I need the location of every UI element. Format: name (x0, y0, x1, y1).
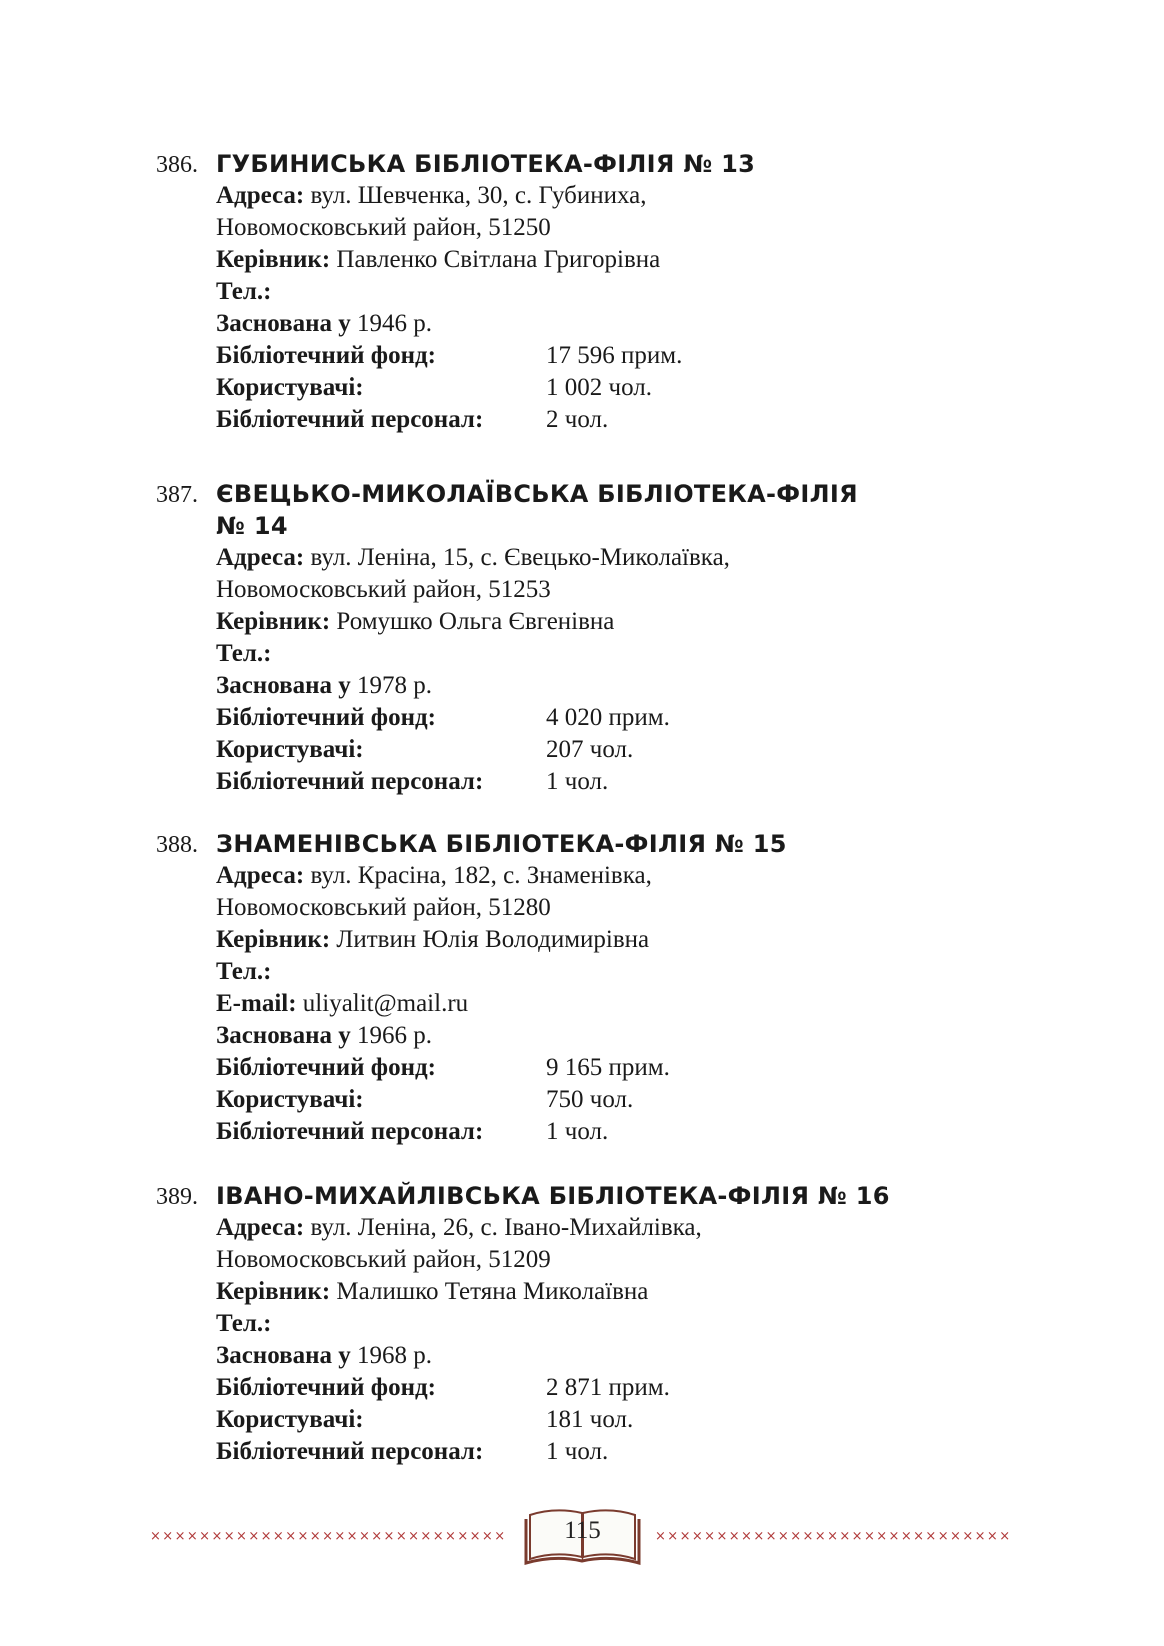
library-entry-388 (156, 828, 1056, 1148)
founded-value: 1968 р. (356, 1342, 432, 1369)
staff-label: Бібліотечний персонал: (216, 768, 484, 795)
phone-label: Тел.: (216, 958, 272, 985)
address-value: вул. Леніна, 15, с. Євецько-Миколаївка, (310, 544, 730, 571)
founded-value: 1966 р. (356, 1022, 432, 1049)
head-label: Керівник: (216, 608, 331, 635)
library-entry-389 (156, 1180, 1056, 1468)
head-value: Литвин Юлія Володимирівна (336, 926, 650, 953)
head-value: Павленко Світлана Григорівна (336, 246, 661, 273)
library-entry-387 (156, 478, 1056, 798)
staff-label: Бібліотечний персонал: (216, 1118, 484, 1145)
head-value: Малишко Тетяна Миколаївна (336, 1278, 649, 1305)
staff-value: 1 чол. (546, 1438, 609, 1465)
users-label: Користувачі: (216, 1086, 364, 1113)
founded-label: Заснована у (216, 672, 351, 699)
founded-label: Заснована у (216, 1022, 351, 1049)
address-value-line2: Новомосковський район, 51280 (216, 894, 551, 921)
entry-title (156, 148, 1056, 180)
fund-label: Бібліотечний фонд: (216, 1054, 436, 1081)
fund-value: 9 165 прим. (546, 1054, 670, 1081)
fund-label: Бібліотечний фонд: (216, 342, 436, 369)
entry-number: 389. (156, 1184, 198, 1210)
founded-value: 1946 р. (356, 310, 432, 337)
head-value: Ромушко Ольга Євгенівна (336, 608, 615, 635)
border-ornament-right: ××××××××××××××××××××××××××××× (655, 1529, 1012, 1544)
address-value: вул. Красіна, 182, с. Знаменівка, (310, 862, 652, 889)
library-name: ІВАНО-МИХАЙЛІВСЬКА БІБЛІОТЕКА-ФІЛІЯ № 16 (216, 1182, 890, 1210)
staff-value: 1 чол. (546, 1118, 609, 1145)
library-name: ГУБИНИСЬКА БІБЛІОТЕКА-ФІЛІЯ № 13 (216, 150, 756, 178)
users-value: 1 002 чол. (546, 374, 652, 401)
head-label: Керівник: (216, 246, 331, 273)
fund-value: 2 871 прим. (546, 1374, 670, 1401)
entry-number: 388. (156, 832, 198, 858)
address-label: Адреса: (216, 862, 305, 889)
address-label: Адреса: (216, 182, 305, 209)
users-value: 181 чол. (546, 1406, 634, 1433)
entry-title (156, 828, 1056, 860)
users-label: Користувачі: (216, 736, 364, 763)
staff-label: Бібліотечний персонал: (216, 1438, 484, 1465)
entry-title (156, 478, 1056, 510)
fund-label: Бібліотечний фонд: (216, 1374, 436, 1401)
staff-value: 1 чол. (546, 768, 609, 795)
email-label: E-mail: (216, 990, 297, 1017)
address-value-line2: Новомосковський район, 51253 (216, 576, 551, 603)
staff-value: 2 чол. (546, 406, 609, 433)
library-entry-386 (156, 148, 1056, 436)
library-name-line2: № 14 (216, 512, 288, 540)
users-value: 207 чол. (546, 736, 634, 763)
phone-label: Тел.: (216, 640, 272, 667)
entry-number: 387. (156, 482, 198, 508)
phone-label: Тел.: (216, 278, 272, 305)
entry-title (156, 1180, 1056, 1212)
head-label: Керівник: (216, 926, 331, 953)
email-value: uliyalit@mail.ru (302, 990, 469, 1017)
users-value: 750 чол. (546, 1086, 634, 1113)
fund-value: 17 596 прим. (546, 342, 683, 369)
address-label: Адреса: (216, 544, 305, 571)
founded-label: Заснована у (216, 310, 351, 337)
phone-label: Тел.: (216, 1310, 272, 1337)
users-label: Користувачі: (216, 1406, 364, 1433)
fund-value: 4 020 прим. (546, 704, 670, 731)
founded-label: Заснована у (216, 1342, 351, 1369)
library-name: ЗНАМЕНІВСЬКА БІБЛІОТЕКА-ФІЛІЯ № 15 (216, 830, 787, 858)
users-label: Користувачі: (216, 374, 364, 401)
page-footer (150, 1505, 1015, 1565)
page-number: 115 (564, 1517, 601, 1544)
address-value: вул. Леніна, 26, с. Івано-Михайлівка, (310, 1214, 702, 1241)
staff-label: Бібліотечний персонал: (216, 406, 484, 433)
fund-label: Бібліотечний фонд: (216, 704, 436, 731)
library-name: ЄВЕЦЬКО-МИКОЛАЇВСЬКА БІБЛІОТЕКА-ФІЛІЯ (216, 480, 858, 508)
address-label: Адреса: (216, 1214, 305, 1241)
entry-number: 386. (156, 152, 198, 178)
address-value-line2: Новомосковський район, 51209 (216, 1246, 551, 1273)
address-value: вул. Шевченка, 30, с. Губиниха, (310, 182, 647, 209)
head-label: Керівник: (216, 1278, 331, 1305)
founded-value: 1978 р. (356, 672, 432, 699)
border-ornament-left: ××××××××××××××××××××××××××××× (150, 1529, 507, 1544)
address-value-line2: Новомосковський район, 51250 (216, 214, 551, 241)
